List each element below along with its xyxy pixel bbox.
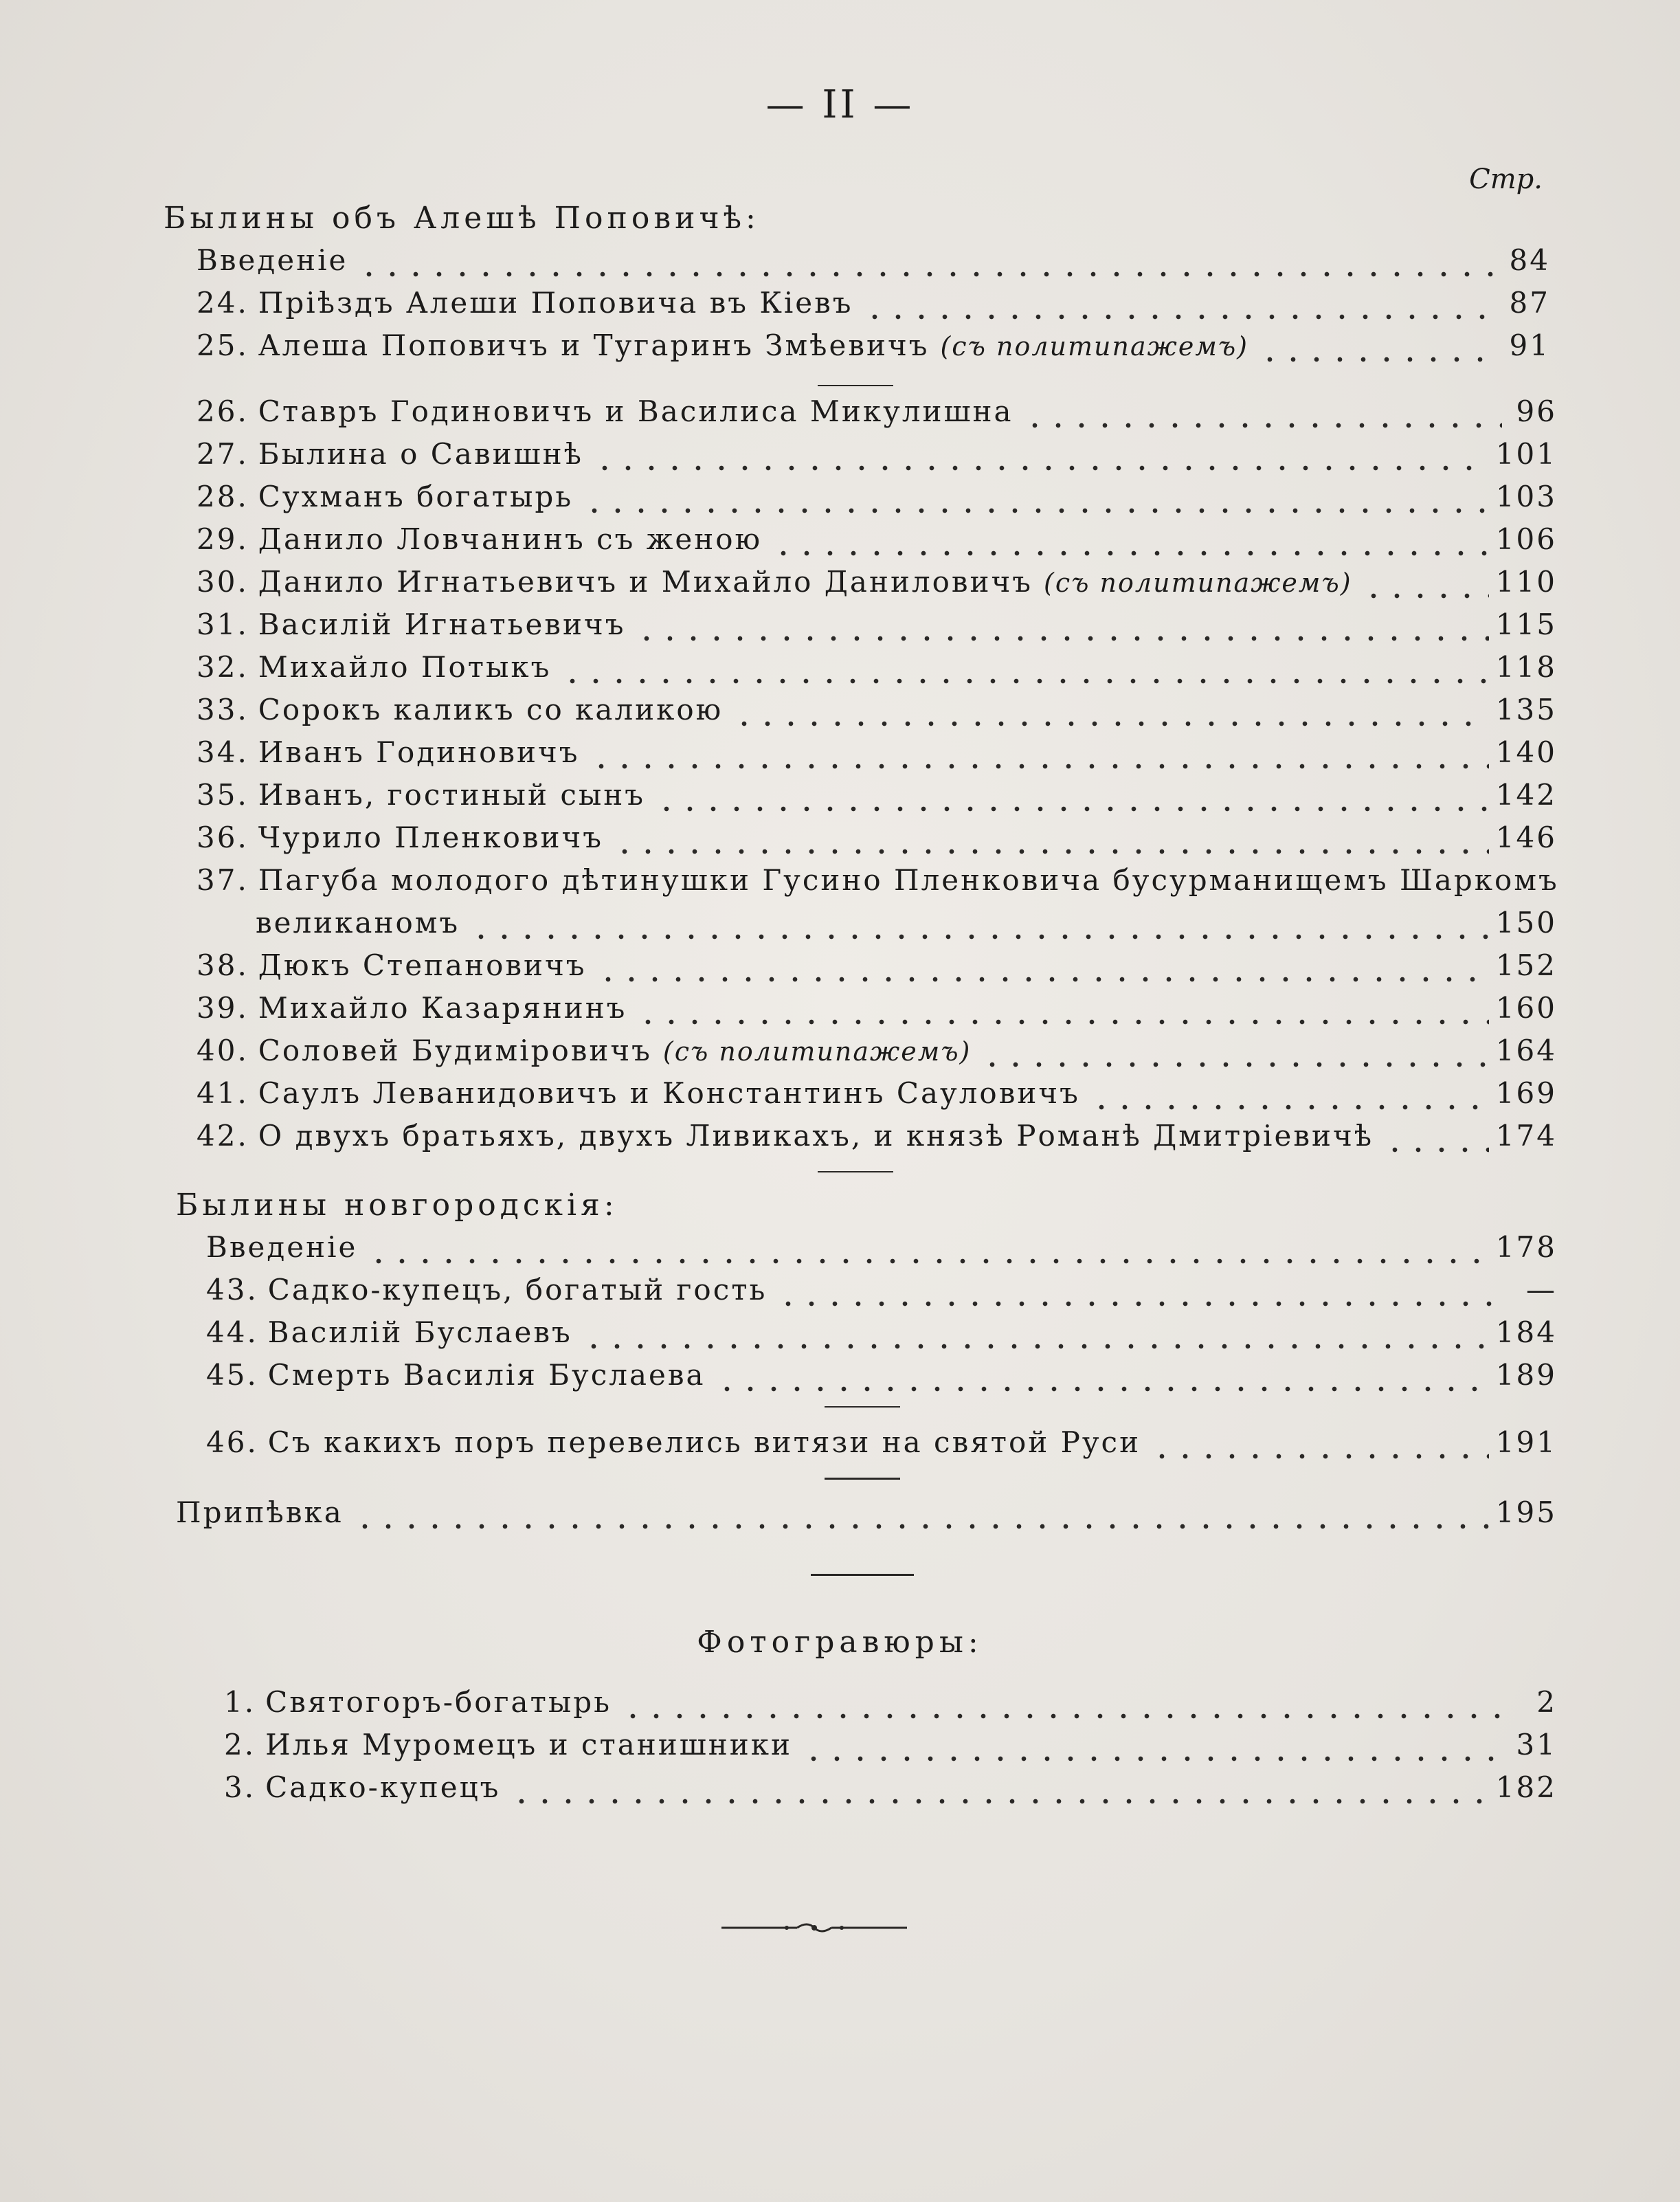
entry-page: 110 bbox=[1495, 565, 1557, 599]
entry-number: 25. bbox=[197, 329, 249, 362]
entry-number: 30. bbox=[197, 565, 249, 599]
entry-number: 38. bbox=[197, 948, 249, 982]
entry-title: Иванъ, гостиный сынъ bbox=[258, 778, 645, 812]
toc-entry[interactable] bbox=[197, 437, 1557, 478]
toc-entry[interactable] bbox=[197, 1076, 1557, 1117]
entry-number: 45. bbox=[206, 1358, 258, 1392]
toc-entry[interactable] bbox=[206, 1273, 1557, 1314]
dot-leader bbox=[981, 1034, 1488, 1075]
section-heading-photos: Фотогравюры: bbox=[697, 1625, 983, 1660]
entry-number: 28. bbox=[197, 480, 249, 513]
entry-title: О двухъ братьяхъ, двухъ Ливикахъ, и князѣ Романѣ Дмитріевичѣ bbox=[258, 1119, 1374, 1153]
entry-page: 152 bbox=[1495, 948, 1557, 982]
dot-leader bbox=[732, 693, 1489, 734]
section-divider bbox=[818, 385, 893, 386]
dot-leader bbox=[802, 1728, 1502, 1769]
toc-entry[interactable] bbox=[197, 243, 1550, 285]
entry-note: (съ политипажемъ) bbox=[940, 331, 1248, 362]
toc-entry[interactable] bbox=[197, 821, 1557, 862]
entry-title: Сухманъ богатырь bbox=[258, 480, 574, 513]
entry-number: 43. bbox=[206, 1273, 258, 1306]
entry-title: Введеніе bbox=[197, 243, 348, 277]
toc-entry[interactable] bbox=[197, 1119, 1557, 1160]
section-divider bbox=[811, 1574, 914, 1576]
entry-title: Святогоръ-богатырь bbox=[265, 1685, 612, 1719]
entry-number: 39. bbox=[197, 991, 249, 1025]
entry-page: 174 bbox=[1495, 1119, 1557, 1153]
entry-page: 2 bbox=[1536, 1685, 1557, 1719]
section-heading-alesha: Былины объ Алешѣ Поповичѣ: bbox=[164, 201, 760, 236]
toc-entry[interactable] bbox=[224, 1770, 1557, 1812]
entry-page: 31 bbox=[1516, 1728, 1557, 1761]
entry-page: 118 bbox=[1495, 650, 1557, 684]
toc-entry[interactable] bbox=[197, 863, 1557, 904]
dot-leader bbox=[1023, 394, 1502, 436]
entry-number: 42. bbox=[197, 1119, 249, 1153]
toc-entry[interactable] bbox=[224, 1728, 1557, 1769]
entry-page: 106 bbox=[1495, 522, 1557, 556]
entry-page: 91 bbox=[1509, 329, 1550, 362]
entry-page: 103 bbox=[1495, 480, 1557, 513]
section-divider bbox=[825, 1406, 900, 1408]
entry-page: 189 bbox=[1495, 1358, 1557, 1392]
entry-title: Михайло Казарянинъ bbox=[258, 991, 627, 1025]
entry-number: 46. bbox=[206, 1425, 258, 1459]
dot-leader bbox=[1383, 1119, 1489, 1160]
entry-page: 195 bbox=[1495, 1495, 1557, 1529]
entry-page: 142 bbox=[1495, 778, 1557, 812]
toc-entry[interactable] bbox=[197, 650, 1557, 691]
section-divider bbox=[818, 1171, 893, 1172]
dot-leader bbox=[353, 1495, 1489, 1537]
dot-leader bbox=[593, 437, 1489, 478]
entry-number: 2. bbox=[224, 1728, 256, 1761]
toc-entry[interactable] bbox=[176, 1495, 1557, 1537]
toc-entry[interactable] bbox=[206, 1425, 1557, 1467]
entry-number: 37. bbox=[197, 863, 249, 897]
toc-entry[interactable] bbox=[206, 1358, 1557, 1399]
entry-number: 1. bbox=[224, 1685, 256, 1719]
dot-leader bbox=[636, 991, 1488, 1032]
toc-entry[interactable] bbox=[197, 608, 1557, 649]
entry-title: Припѣвка bbox=[176, 1495, 344, 1529]
entry-title: Пріѣздъ Алеши Поповича въ Кіевъ bbox=[258, 286, 853, 320]
entry-title: Данило Ловчанинъ съ женою bbox=[258, 522, 763, 556]
entry-title: Алеша Поповичъ и Тугаринъ Змѣевичъ bbox=[258, 329, 930, 362]
entry-page: 115 bbox=[1495, 608, 1557, 641]
entry-page: 191 bbox=[1495, 1425, 1557, 1459]
entry-number: 35. bbox=[197, 778, 249, 812]
entry-page: 164 bbox=[1495, 1034, 1557, 1067]
toc-entry-continuation[interactable] bbox=[256, 906, 1557, 947]
toc-entry[interactable] bbox=[197, 735, 1557, 777]
toc-entry[interactable] bbox=[224, 1685, 1557, 1726]
entry-number: 26. bbox=[197, 394, 249, 428]
entry-number: 36. bbox=[197, 821, 249, 854]
dot-leader bbox=[561, 650, 1488, 691]
entry-title-continuation: великаномъ bbox=[256, 906, 460, 939]
entry-page: 101 bbox=[1495, 437, 1557, 471]
entry-page: 96 bbox=[1516, 394, 1557, 428]
entry-page: 160 bbox=[1495, 991, 1557, 1025]
dot-leader bbox=[590, 735, 1489, 777]
entry-title: Саулъ Леванидовичъ и Константинъ Сауловичъ bbox=[258, 1076, 1080, 1110]
dot-leader bbox=[1362, 565, 1489, 606]
toc-entry[interactable] bbox=[197, 522, 1557, 564]
toc-entry[interactable] bbox=[197, 693, 1557, 734]
entry-title: Смерть Василія Буслаева bbox=[267, 1358, 706, 1392]
entry-title: Съ какихъ поръ перевелись витязи на святой Руси bbox=[267, 1425, 1141, 1459]
entry-note: (съ политипажемъ) bbox=[662, 1036, 972, 1067]
entry-page: 146 bbox=[1495, 821, 1557, 854]
dot-leader bbox=[863, 286, 1495, 327]
entry-number: 40. bbox=[197, 1034, 249, 1067]
entry-number: 24. bbox=[197, 286, 249, 320]
entry-number: 32. bbox=[197, 650, 249, 684]
toc-entry[interactable] bbox=[197, 480, 1557, 521]
dot-leader bbox=[655, 778, 1489, 819]
dot-leader bbox=[583, 480, 1489, 521]
toc-entry[interactable] bbox=[197, 394, 1557, 436]
entry-page: 135 bbox=[1495, 693, 1557, 726]
entry-number: 41. bbox=[197, 1076, 249, 1110]
dot-leader bbox=[613, 821, 1489, 862]
section-heading-novgorod: Былины новгородскія: bbox=[176, 1188, 618, 1223]
entry-number: 34. bbox=[197, 735, 249, 769]
entry-title: Дюкъ Степановичъ bbox=[258, 948, 587, 982]
entry-title: Илья Муромецъ и станишники bbox=[265, 1728, 792, 1761]
entry-page: 150 bbox=[1495, 906, 1557, 939]
dot-leader bbox=[367, 1230, 1488, 1271]
dot-leader bbox=[1258, 329, 1495, 370]
toc-entry[interactable] bbox=[197, 1034, 1557, 1075]
dot-leader bbox=[596, 948, 1489, 990]
toc-entry[interactable] bbox=[197, 286, 1550, 327]
entry-page: 178 bbox=[1495, 1230, 1557, 1264]
toc-entry[interactable] bbox=[197, 991, 1557, 1032]
toc-entry[interactable] bbox=[206, 1315, 1557, 1357]
entry-title: Данило Игнатьевичъ и Михайло Даниловичъ bbox=[258, 565, 1033, 599]
entry-number: 3. bbox=[224, 1770, 256, 1804]
entry-page: 169 bbox=[1495, 1076, 1557, 1110]
dot-leader bbox=[469, 906, 1489, 947]
entry-title: Былина о Савишнѣ bbox=[258, 437, 583, 471]
dot-leader bbox=[621, 1685, 1502, 1726]
entry-note: (съ политипажемъ) bbox=[1044, 568, 1352, 598]
entry-title: Иванъ Годиновичъ bbox=[258, 735, 580, 769]
dot-leader bbox=[635, 608, 1488, 649]
entry-title: Пагуба молодого дѣтинушки Гусино Пленковича бусурманищемъ Шаркомъ bbox=[258, 863, 1559, 897]
entry-page: 87 bbox=[1509, 286, 1550, 320]
dot-leader bbox=[772, 522, 1489, 564]
entry-number: 27. bbox=[197, 437, 249, 471]
toc-entry[interactable] bbox=[206, 1230, 1557, 1271]
page-number: — II — bbox=[765, 82, 915, 127]
entry-page: 182 bbox=[1495, 1770, 1557, 1804]
entry-title: Сорокъ каликъ со каликою bbox=[258, 693, 724, 726]
dot-leader bbox=[1150, 1425, 1489, 1467]
dot-leader bbox=[715, 1358, 1489, 1399]
entry-title: Михайло Потыкъ bbox=[258, 650, 552, 684]
toc-entry[interactable] bbox=[197, 565, 1557, 606]
entry-page: 140 bbox=[1495, 735, 1557, 769]
dot-leader bbox=[357, 243, 1495, 285]
entry-title: Соловей Будиміровичъ bbox=[258, 1034, 652, 1067]
entry-title: Садко-купецъ, богатый гость bbox=[267, 1273, 768, 1306]
toc-entry[interactable] bbox=[197, 778, 1557, 819]
entry-page: 84 bbox=[1509, 243, 1550, 277]
dot-leader bbox=[510, 1770, 1488, 1812]
entry-title: Введеніе bbox=[206, 1230, 358, 1264]
entry-title: Ставръ Годиновичъ и Василиса Микулишна bbox=[258, 394, 1013, 428]
section-divider bbox=[825, 1478, 900, 1480]
entry-title: Чурило Пленковичъ bbox=[258, 821, 603, 854]
entry-page: — bbox=[1526, 1273, 1557, 1306]
dot-leader bbox=[582, 1315, 1489, 1357]
entry-title: Садко-купецъ bbox=[265, 1770, 501, 1804]
entry-number: 44. bbox=[206, 1315, 258, 1349]
entry-title: Василій Буслаевъ bbox=[267, 1315, 572, 1349]
dot-leader bbox=[1090, 1076, 1489, 1117]
entry-title: Василій Игнатьевичъ bbox=[258, 608, 626, 641]
ornament-divider bbox=[721, 1917, 907, 1941]
entry-number: 31. bbox=[197, 608, 249, 641]
entry-number: 33. bbox=[197, 693, 249, 726]
page-column-label: Стр. bbox=[1469, 164, 1543, 195]
toc-entry[interactable] bbox=[197, 329, 1550, 370]
entry-page: 184 bbox=[1495, 1315, 1557, 1349]
entry-number: 29. bbox=[197, 522, 249, 556]
dot-leader bbox=[776, 1273, 1502, 1314]
toc-entry[interactable] bbox=[197, 948, 1557, 990]
